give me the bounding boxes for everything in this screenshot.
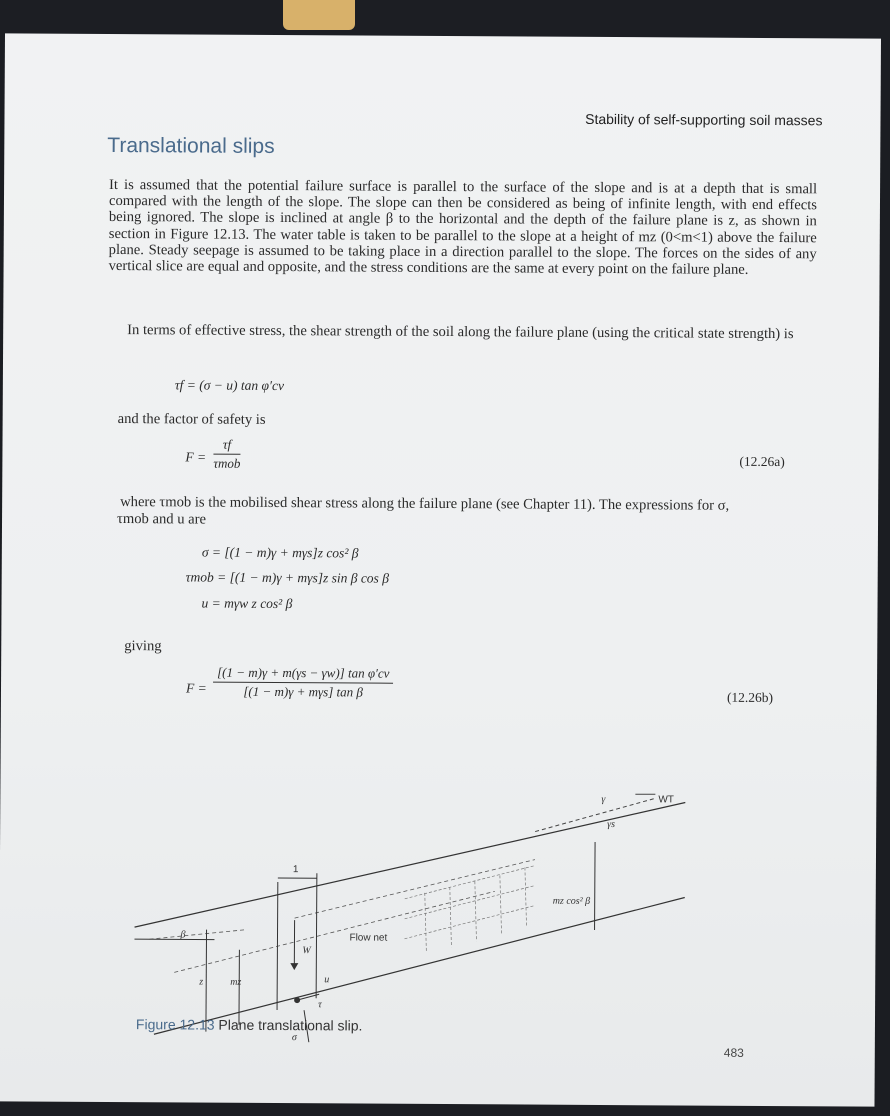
equation-f2-numerator: [(1 − m)γ + m(γs − γw)] tan φ′cv	[213, 665, 393, 684]
phreatic-line-2	[292, 858, 535, 919]
equation-f-fraction	[213, 437, 240, 472]
page-number: 483	[723, 1045, 744, 1060]
equation-tau-mob: τmob = [(1 − m)γ + mγs]z sin β cos β	[185, 569, 389, 586]
section-heading: Translational slips	[107, 133, 275, 158]
slice-left-edge	[277, 882, 278, 1010]
equation-f2-lhs: F =	[185, 680, 207, 696]
equation-f-denominator: τmob	[213, 455, 241, 471]
wt-label: WT	[658, 794, 674, 806]
tape-strip	[283, 0, 355, 30]
sigma-label: σ	[291, 1032, 297, 1044]
equation-pore-pressure: u = mγw z cos² β	[201, 595, 293, 612]
figure-caption-text: Plane translational slip.	[218, 1016, 363, 1034]
book-page	[0, 33, 881, 1106]
equation-shear-strength: τf = (σ − u) tan φ′cv	[174, 377, 285, 394]
equation-f2-fraction	[213, 665, 394, 701]
slice-width-label: 1	[292, 864, 299, 876]
figure-caption-label: Figure 12.13	[135, 1016, 215, 1033]
equation-f-lhs: F =	[185, 449, 207, 465]
gamma-label: γ	[601, 793, 606, 806]
giving-text: giving	[124, 638, 162, 655]
mz-cos-label: mz cos² β	[552, 895, 591, 907]
equation-number-a: (12.26a)	[739, 453, 785, 470]
equation-number-b: (12.26b)	[726, 689, 774, 706]
slice-base-point	[294, 997, 300, 1003]
where-text-line-2: τmob and u are	[116, 511, 207, 528]
equation-sigma: σ = [(1 − m)γ + mγs]z cos² β	[201, 544, 359, 561]
paragraph-assumptions: It is assumed that the potential failure surface is parallel to the surface of the slope and is at a depth that is small compared with the length of the slope. The slope can then be considered as being of infinite length, with end effects being ignored. The slope is inclined at angle β to the horizontal and the depth of the failure plane is z, as shown in section in Figure 12.13. The water table is taken to be parallel to the slope at a height of mz (0<m<1) above the failure plane. Steady seepage is assumed to be taking place in a direction parallel to the slope. The forces on the sides of any vertical slice are equal and opposite, and the stress conditions are the same at every point on the failure plane.	[108, 176, 818, 278]
mz-label: mz	[230, 976, 242, 988]
water-table-line	[535, 798, 655, 833]
mz-cos-dimension	[595, 842, 596, 930]
u-label: u	[324, 974, 330, 986]
where-text-line-1: where τmob is the mobilised shear stress along the failure plane (see Chapter 11). The expressions for σ,	[120, 494, 730, 514]
factor-intro-text: and the factor of safety is	[117, 411, 266, 428]
flow-net-label: Flow net	[349, 932, 388, 944]
flow-net-grid	[404, 865, 535, 954]
slice-right-edge	[316, 873, 317, 998]
paragraph-effective-stress: In terms of effective stress, the shear strength of the soil along the failure plane (using the critical state strength) is	[127, 322, 794, 343]
equation-f2-denominator: [(1 − m)γ + mγs] tan β	[243, 683, 363, 700]
figure-caption	[136, 1016, 363, 1033]
weight-arrowhead	[290, 963, 298, 970]
equation-f-numerator: τf	[213, 437, 240, 455]
tau-label: τ	[318, 999, 322, 1011]
ground-surface-line	[135, 799, 686, 930]
running-header: Stability of self-supporting soil masses	[585, 110, 823, 129]
z-label: z	[199, 976, 204, 988]
beta-label: β	[180, 929, 186, 941]
horizontal-reference-line	[149, 929, 244, 940]
w-label: W	[302, 945, 311, 957]
gamma-s-label: γs	[607, 819, 616, 831]
figure-plane-translational-slip	[94, 769, 706, 1048]
